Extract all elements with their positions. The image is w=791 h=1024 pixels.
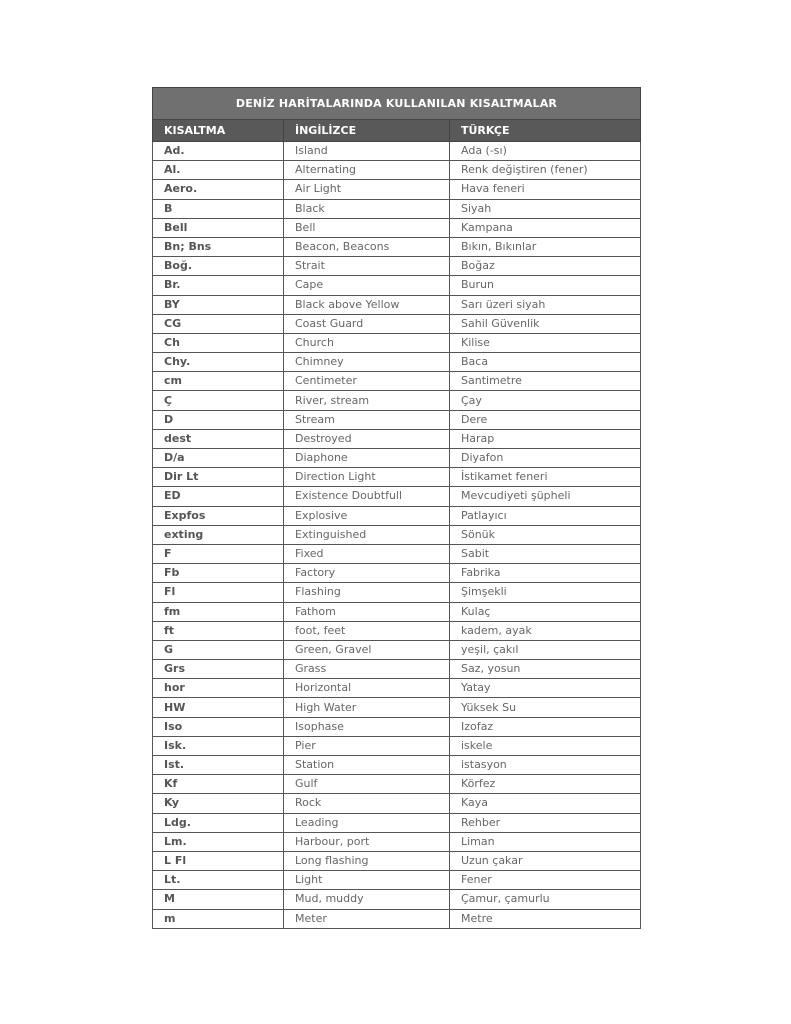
turkish-cell: Uzun çakar <box>450 851 641 870</box>
table-row <box>153 909 641 928</box>
turkish-cell: Yüksek Su <box>450 698 641 717</box>
abbreviation-cell: Aero. <box>153 180 284 199</box>
abbreviation-cell: Dir Lt <box>153 468 284 487</box>
table-row <box>153 890 641 909</box>
table-row <box>153 142 641 161</box>
turkish-cell: Sönük <box>450 525 641 544</box>
table-row <box>153 487 641 506</box>
table-row <box>153 564 641 583</box>
abbreviation-cell: cm <box>153 372 284 391</box>
english-cell: Church <box>284 333 450 352</box>
header-row <box>153 120 641 142</box>
header-turkish: TÜRKÇE <box>450 120 641 142</box>
abbreviation-cell: Ad. <box>153 142 284 161</box>
table-row <box>153 660 641 679</box>
table-row <box>153 621 641 640</box>
english-cell: Stream <box>284 410 450 429</box>
turkish-cell: Mevcudiyeti şüpheli <box>450 487 641 506</box>
english-cell: Fathom <box>284 602 450 621</box>
english-cell: Alternating <box>284 161 450 180</box>
english-cell: Long flashing <box>284 851 450 870</box>
abbreviation-cell: exting <box>153 525 284 544</box>
table-row <box>153 353 641 372</box>
turkish-cell: Saz, yosun <box>450 660 641 679</box>
table-row <box>153 410 641 429</box>
english-cell: River, stream <box>284 391 450 410</box>
abbreviation-cell: Isk. <box>153 736 284 755</box>
english-cell: Station <box>284 756 450 775</box>
english-cell: Destroyed <box>284 429 450 448</box>
table-row <box>153 506 641 525</box>
abbreviation-cell: Ldg. <box>153 813 284 832</box>
english-cell: Pier <box>284 736 450 755</box>
table-row <box>153 429 641 448</box>
table-row <box>153 314 641 333</box>
turkish-cell: istasyon <box>450 756 641 775</box>
abbreviation-cell: Ist. <box>153 756 284 775</box>
turkish-cell: Kaya <box>450 794 641 813</box>
abbreviation-cell: BY <box>153 295 284 314</box>
abbreviation-cell: Ch <box>153 333 284 352</box>
english-cell: Coast Guard <box>284 314 450 333</box>
abbreviation-cell: Ky <box>153 794 284 813</box>
table-row <box>153 679 641 698</box>
abbreviation-cell: ED <box>153 487 284 506</box>
table-row <box>153 257 641 276</box>
abbreviation-cell: HW <box>153 698 284 717</box>
turkish-cell: Sahil Güvenlik <box>450 314 641 333</box>
table-title: DENİZ HARİTALARINDA KULLANILAN KISALTMALAR <box>153 88 641 120</box>
turkish-cell: Kilise <box>450 333 641 352</box>
turkish-cell: Metre <box>450 909 641 928</box>
english-cell: Bell <box>284 218 450 237</box>
english-cell: Leading <box>284 813 450 832</box>
english-cell: Chimney <box>284 353 450 372</box>
english-cell: Cape <box>284 276 450 295</box>
header-english: İNGİLİZCE <box>284 120 450 142</box>
table-row <box>153 544 641 563</box>
abbreviation-cell: Grs <box>153 660 284 679</box>
table-row <box>153 525 641 544</box>
turkish-cell: Sabit <box>450 544 641 563</box>
table-row <box>153 775 641 794</box>
english-cell: Rock <box>284 794 450 813</box>
turkish-cell: yeşil, çakıl <box>450 640 641 659</box>
english-cell: Light <box>284 871 450 890</box>
table-row <box>153 161 641 180</box>
abbreviation-cell: L Fl <box>153 851 284 870</box>
english-cell: High Water <box>284 698 450 717</box>
abbreviation-cell: Expfos <box>153 506 284 525</box>
turkish-cell: Sarı üzeri siyah <box>450 295 641 314</box>
turkish-cell: Boğaz <box>450 257 641 276</box>
english-cell: Extinguished <box>284 525 450 544</box>
abbreviation-cell: Boğ. <box>153 257 284 276</box>
english-cell: Explosive <box>284 506 450 525</box>
english-cell: Island <box>284 142 450 161</box>
table-row <box>153 199 641 218</box>
abbreviations-table-container <box>152 87 640 929</box>
table-row <box>153 583 641 602</box>
turkish-cell: Bıkın, Bıkınlar <box>450 237 641 256</box>
turkish-cell: Siyah <box>450 199 641 218</box>
turkish-cell: Çamur, çamurlu <box>450 890 641 909</box>
table-row <box>153 602 641 621</box>
turkish-cell: kadem, ayak <box>450 621 641 640</box>
turkish-cell: Liman <box>450 832 641 851</box>
table-row <box>153 871 641 890</box>
english-cell: Strait <box>284 257 450 276</box>
abbreviation-cell: Iso <box>153 717 284 736</box>
turkish-cell: Patlayıcı <box>450 506 641 525</box>
table-row <box>153 333 641 352</box>
turkish-cell: Çay <box>450 391 641 410</box>
turkish-cell: Santimetre <box>450 372 641 391</box>
english-cell: foot, feet <box>284 621 450 640</box>
turkish-cell: Renk değiştiren (fener) <box>450 161 641 180</box>
table-row <box>153 180 641 199</box>
table-row <box>153 295 641 314</box>
turkish-cell: Hava feneri <box>450 180 641 199</box>
turkish-cell: Dere <box>450 410 641 429</box>
table-row <box>153 698 641 717</box>
abbreviation-cell: D <box>153 410 284 429</box>
abbreviation-cell: D/a <box>153 449 284 468</box>
english-cell: Black <box>284 199 450 218</box>
english-cell: Isophase <box>284 717 450 736</box>
abbreviation-cell: hor <box>153 679 284 698</box>
english-cell: Diaphone <box>284 449 450 468</box>
abbreviation-cell: Kf <box>153 775 284 794</box>
english-cell: Existence Doubtfull <box>284 487 450 506</box>
table-body <box>153 142 641 929</box>
abbreviation-cell: dest <box>153 429 284 448</box>
abbreviation-cell: Br. <box>153 276 284 295</box>
abbreviation-cell: fm <box>153 602 284 621</box>
english-cell: Horizontal <box>284 679 450 698</box>
table-row <box>153 832 641 851</box>
turkish-cell: iskele <box>450 736 641 755</box>
turkish-cell: Fener <box>450 871 641 890</box>
abbreviation-cell: Chy. <box>153 353 284 372</box>
table-row <box>153 237 641 256</box>
english-cell: Harbour, port <box>284 832 450 851</box>
abbreviation-cell: ft <box>153 621 284 640</box>
english-cell: Grass <box>284 660 450 679</box>
english-cell: Centimeter <box>284 372 450 391</box>
abbreviation-cell: M <box>153 890 284 909</box>
table-row <box>153 468 641 487</box>
abbreviation-cell: Lm. <box>153 832 284 851</box>
turkish-cell: Kulaç <box>450 602 641 621</box>
abbreviation-cell: B <box>153 199 284 218</box>
turkish-cell: Ada (-sı) <box>450 142 641 161</box>
turkish-cell: Baca <box>450 353 641 372</box>
abbreviation-cell: Lt. <box>153 871 284 890</box>
table-row <box>153 756 641 775</box>
table-row <box>153 391 641 410</box>
turkish-cell: Körfez <box>450 775 641 794</box>
turkish-cell: Şimşekli <box>450 583 641 602</box>
table-row <box>153 372 641 391</box>
turkish-cell: Diyafon <box>450 449 641 468</box>
turkish-cell: İstikamet feneri <box>450 468 641 487</box>
header-abbreviation: KISALTMA <box>153 120 284 142</box>
table-row <box>153 218 641 237</box>
turkish-cell: Fabrika <box>450 564 641 583</box>
abbreviation-cell: G <box>153 640 284 659</box>
english-cell: Beacon, Beacons <box>284 237 450 256</box>
english-cell: Flashing <box>284 583 450 602</box>
abbreviations-table <box>152 87 641 929</box>
english-cell: Factory <box>284 564 450 583</box>
turkish-cell: Yatay <box>450 679 641 698</box>
turkish-cell: Izofaz <box>450 717 641 736</box>
english-cell: Direction Light <box>284 468 450 487</box>
abbreviation-cell: Fl <box>153 583 284 602</box>
abbreviation-cell: Ç <box>153 391 284 410</box>
table-row <box>153 449 641 468</box>
turkish-cell: Burun <box>450 276 641 295</box>
abbreviation-cell: Fb <box>153 564 284 583</box>
english-cell: Fixed <box>284 544 450 563</box>
table-row <box>153 640 641 659</box>
english-cell: Meter <box>284 909 450 928</box>
table-row <box>153 276 641 295</box>
abbreviation-cell: F <box>153 544 284 563</box>
turkish-cell: Rehber <box>450 813 641 832</box>
table-row <box>153 851 641 870</box>
abbreviation-cell: Bn; Bns <box>153 237 284 256</box>
turkish-cell: Harap <box>450 429 641 448</box>
table-row <box>153 717 641 736</box>
english-cell: Black above Yellow <box>284 295 450 314</box>
english-cell: Gulf <box>284 775 450 794</box>
english-cell: Air Light <box>284 180 450 199</box>
table-row <box>153 813 641 832</box>
table-row <box>153 794 641 813</box>
table-row <box>153 736 641 755</box>
abbreviation-cell: m <box>153 909 284 928</box>
turkish-cell: Kampana <box>450 218 641 237</box>
abbreviation-cell: Al. <box>153 161 284 180</box>
title-row <box>153 88 641 120</box>
abbreviation-cell: CG <box>153 314 284 333</box>
english-cell: Mud, muddy <box>284 890 450 909</box>
english-cell: Green, Gravel <box>284 640 450 659</box>
abbreviation-cell: Bell <box>153 218 284 237</box>
